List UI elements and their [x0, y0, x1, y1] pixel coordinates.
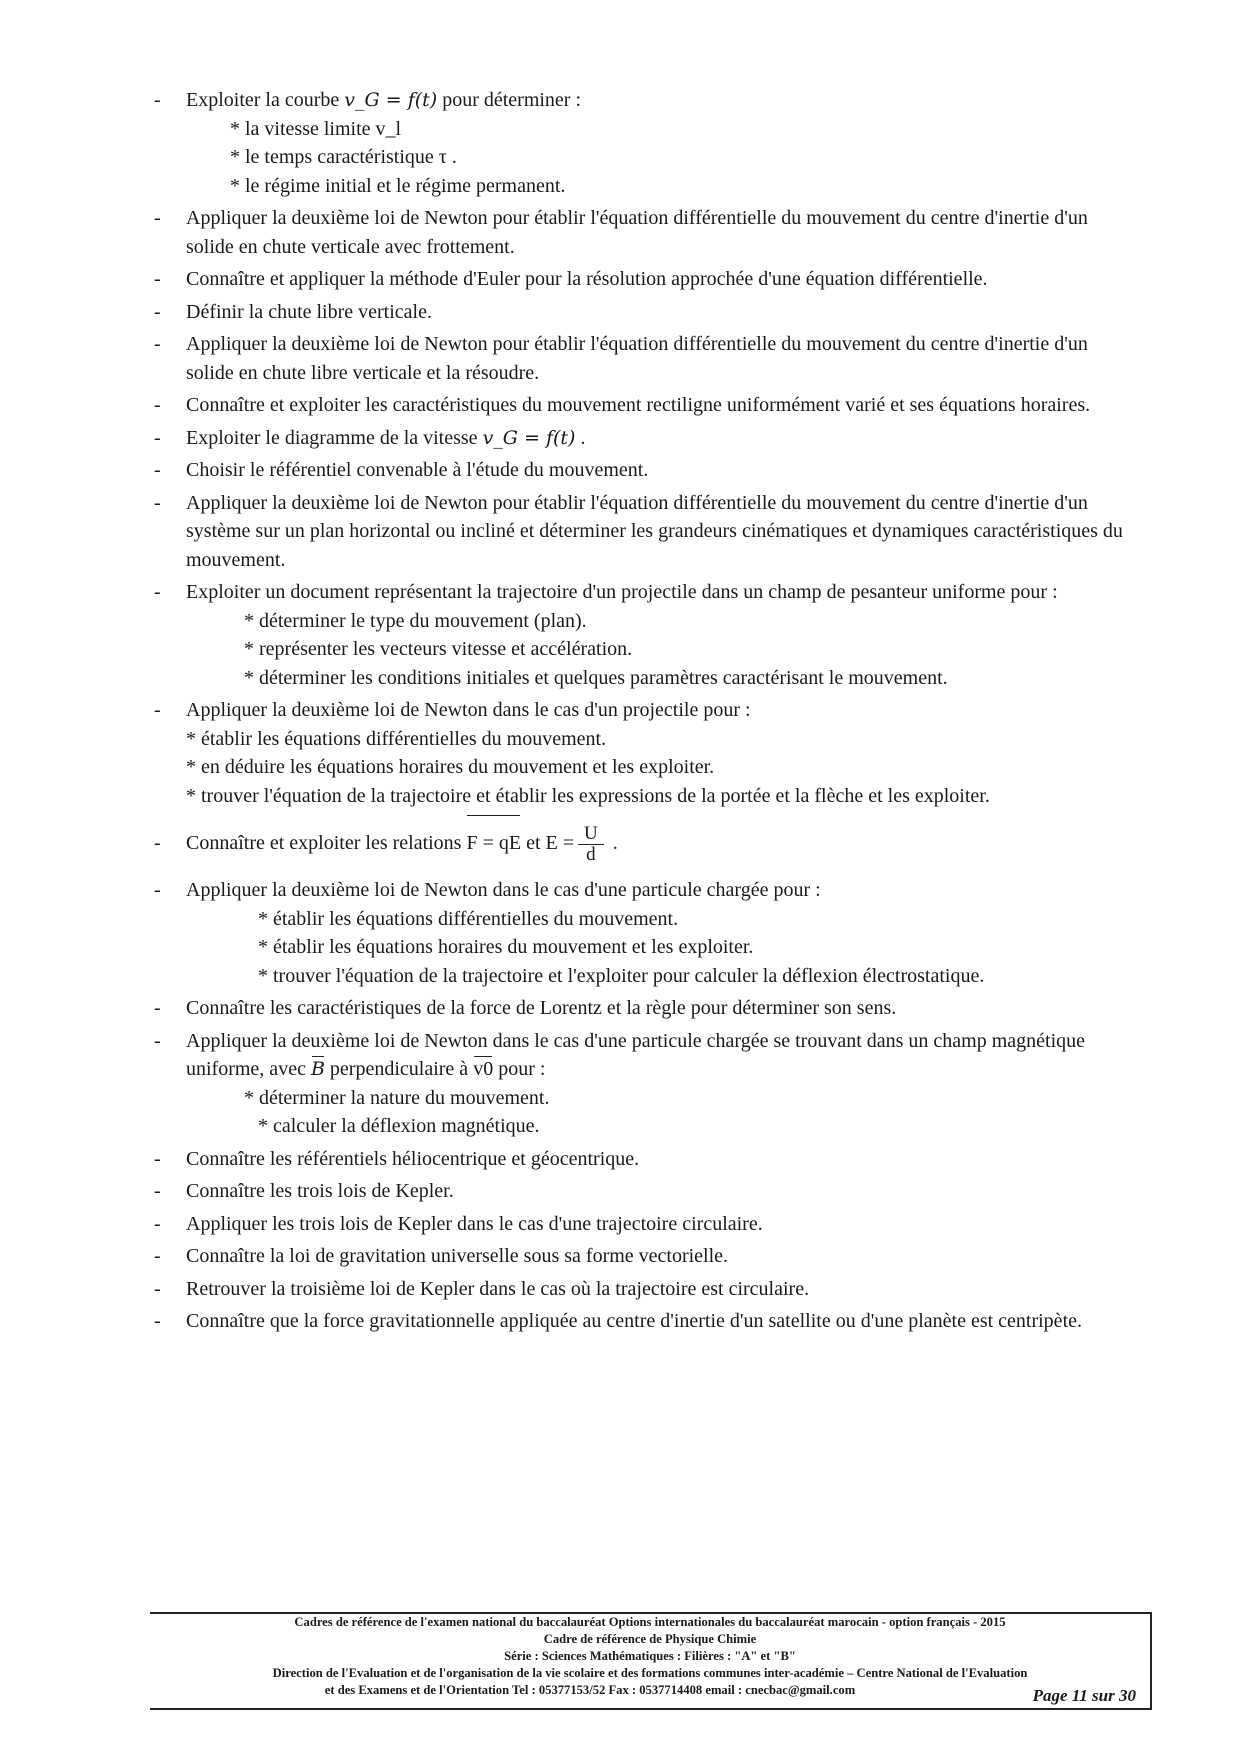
list-item: - Connaître que la force gravitationnelle appliquée au centre d'inertie d'un satellite ou d'une planète est centripète.: [154, 1310, 1082, 1332]
sub-item: * déterminer la nature du mouvement.: [244, 1086, 550, 1109]
sub-item: * représenter les vecteurs vitesse et accélération.: [244, 638, 633, 660]
list-item: - Appliquer la deuxième loi de Newton dans le cas d'une particule chargée pour : * établir les équations différentielles du mouvement. * établir les équations horaires du mouvement et les exploiter. * trouver l'équation de la trajectoire et l'exploiter pour calculer la déflexion électrostatique.: [150, 876, 1140, 990]
list-item: - Appliquer la deuxième loi de Newton pour établir l'équation différentielle du mouvement du centre d'inertie d'un solide en chute verticale avec frottement.: [154, 207, 1088, 258]
list-item: - Connaître et exploiter les relations F = qE et E = $\frac{U}{d}$ .: [150, 814, 1140, 872]
page-number: Page 11 sur 30: [1032, 1686, 1136, 1705]
list-item: - Choisir le référentiel convenable à l'étude du mouvement.: [154, 459, 649, 481]
sub-item: * trouver l'équation de la trajectoire et établir les expressions de la portée et la flèche et les exploiter.: [186, 784, 990, 807]
footer-line: Cadres de référence de l'examen national du baccalauréat Options internationales du baccalauréat marocain - option français - 2015: [294, 1615, 1006, 1629]
list-item: - Exploiter un document représentant la trajectoire d'un projectile dans un champ de pesanteur uniforme pour : * déterminer le type du mouvement (plan). * représenter les vecteurs vitesse et accélération. * déterminer les conditions initiales et quelques paramètres caractérisant le mouvement.: [150, 578, 1140, 692]
sub-item: * établir les équations différentielles du mouvement.: [258, 907, 679, 930]
sub-item: * établir les équations différentielles du mouvement.: [186, 727, 607, 750]
list-item: - Exploiter la courbe v_G = f(t) pour déterminer : * la vitesse limite v_l * le temps caractéristique τ . * le régime initial et le régime permanent.: [150, 86, 1140, 200]
list-item: - Connaître les caractéristiques de la force de Lorentz et la règle pour déterminer son sens.: [154, 997, 897, 1019]
list-item: - Connaître les référentiels héliocentrique et géocentrique.: [154, 1147, 640, 1170]
list-item: - Appliquer les trois lois de Kepler dans le cas d'une trajectoire circulaire.: [154, 1212, 763, 1235]
list-item: - Définir la chute libre verticale.: [154, 300, 432, 323]
list-item: - Exploiter le diagramme de la vitesse v_G = f(t) .: [154, 426, 586, 449]
formula-field: E =: [545, 832, 575, 854]
list-item: - Connaître et appliquer la méthode d'Euler pour la résolution approchée d'une équation différentielle.: [154, 268, 988, 290]
page-footer: [150, 1612, 1152, 1710]
list-item: - Appliquer la deuxième loi de Newton dans le cas d'une particule chargée se trouvant dans un champ magnétique uniforme, avec B perpendiculaire à v0 pour : * déterminer la nature du mouvement. * calculer la déflexion magnétique.: [150, 1027, 1140, 1141]
footer-line: Cadre de référence de Physique Chimie: [543, 1632, 757, 1646]
sub-item: * déterminer le type du mouvement (plan).: [244, 609, 587, 632]
list-item: - Appliquer la deuxième loi de Newton pour établir l'équation différentielle du mouvement du centre d'inertie d'un solide en chute libre verticale et la résoudre.: [154, 333, 1088, 384]
list-item: - Connaître les trois lois de Kepler.: [154, 1180, 454, 1202]
list-item: - Connaître et exploiter les caractéristiques du mouvement rectiligne uniformément varié et ses équations horaires.: [154, 394, 1091, 416]
sub-item: * en déduire les équations horaires du mouvement et les exploiter.: [186, 756, 715, 778]
objectives-list: [150, 86, 1140, 1340]
formula: v_G = f(t): [482, 426, 576, 449]
list-item: - Appliquer la deuxième loi de Newton dans le cas d'un projectile pour : * établir les équations différentielles du mouvement. * en déduire les équations horaires du mouvement et les exploiter. * trouver l'équation de la trajectoire et établir les expressions de la portée et la flèche et les exploiter.: [150, 696, 1140, 810]
list-item: - Appliquer la deuxième loi de Newton pour établir l'équation différentielle du mouvement du centre d'inertie d'un système sur un plan horizontal ou incliné et déterminer les grandeurs cinématiques et dynamiques caractéristiques du mouvement.: [154, 491, 1123, 571]
sub-item: * le régime initial et le régime permanent.: [230, 174, 566, 197]
formula-v0: v0: [473, 1055, 493, 1084]
sub-item: * déterminer les conditions initiales et quelques paramètres caractérisant le mouvement.: [244, 666, 948, 689]
footer-line: Direction de l'Evaluation et de l'organisation de la vie scolaire et des formations communes inter-académie – Centre National de l'Evaluation: [272, 1666, 1028, 1680]
list-item: - Connaître la loi de gravitation universelle sous sa forme vectorielle.: [154, 1245, 729, 1267]
formula-force: F = qE: [466, 814, 521, 872]
sub-item: * établir les équations horaires du mouvement et les exploiter.: [258, 936, 754, 958]
formula: v_G = f(t): [344, 89, 438, 111]
formula-b-field: B: [311, 1055, 325, 1084]
sub-item: * le temps caractéristique τ .: [230, 146, 457, 168]
footer-line: et des Examens et de l'Orientation Tel : 05377153/52 Fax : 0537714408 email : cnecbac@gmail.com: [324, 1683, 856, 1697]
sub-item: * trouver l'équation de la trajectoire et l'exploiter pour calculer la déflexion électrostatique.: [258, 964, 985, 987]
footer-line: Série : Sciences Mathématiques : Filières : "A" et "B": [504, 1649, 796, 1663]
sub-item: * calculer la déflexion magnétique.: [258, 1115, 540, 1137]
fraction: $\frac{U}{d}$: [578, 824, 604, 865]
list-item: - Retrouver la troisième loi de Kepler dans le cas où la trajectoire est circulaire.: [154, 1277, 810, 1300]
sub-item: * la vitesse limite v_l: [230, 117, 402, 140]
